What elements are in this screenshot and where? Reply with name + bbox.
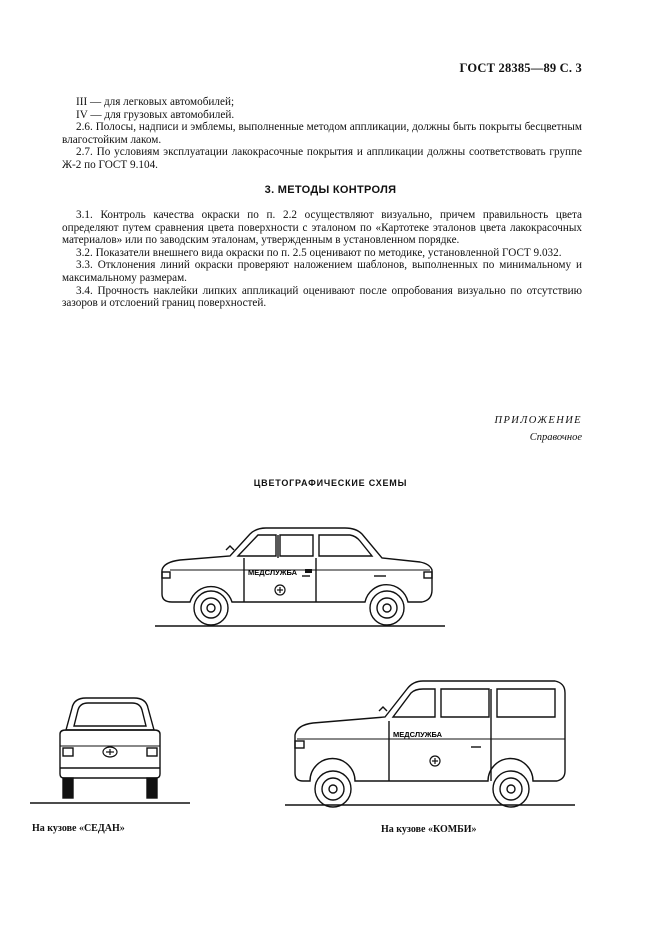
medical-cross-icon	[103, 747, 117, 757]
door-label: МЕДСЛУЖБА	[248, 568, 298, 577]
paragraph-3-2: 3.2. Показатели внешнего вида окраски по п. 2.5 оценивают по методике, установленной ГОСТ 9.032.	[76, 246, 562, 259]
appendix-title: ПРИЛОЖЕНИЕ	[494, 415, 582, 426]
list-item: III — для легковых автомобилей;	[76, 96, 235, 108]
sedan-rear-drawing	[30, 690, 190, 810]
door-label: МЕДСЛУЖБА	[393, 730, 443, 739]
page-header: ГОСТ 28385—89 С. 3	[459, 61, 582, 75]
medical-cross-icon	[275, 585, 285, 595]
section-title: 3. МЕТОДЫ КОНТРОЛЯ	[264, 184, 397, 196]
list-item: IV — для грузовых автомобилей.	[76, 108, 235, 121]
paragraph-3-4: 3.4. Прочность наклейки липких аппликаций оценивают после опробования визуально по отсутствию зазоров и отслоений границ поверхностей.	[62, 284, 582, 310]
text-block-section	[62, 209, 582, 310]
paragraph-2-6: 2.6. Полосы, надписи и эмблемы, выполненные методом аппликации, должны быть покрыты бесцветным влагостойким лаком.	[62, 121, 582, 146]
caption-sedan: На кузове «СЕДАН»	[32, 823, 125, 834]
paragraph-2-7: 2.7. По условиям эксплуатации лакокрасочные покрытия и аппликации должны соответствовать группе Ж-2 по ГОСТ 9.104.	[62, 146, 582, 171]
caption-kombi: На кузове «КОМБИ»	[381, 824, 477, 835]
medical-cross-icon	[430, 756, 440, 766]
paragraph-3-1: 3.1. Контроль качества окраски по п. 2.2 осуществляют визуально, причем правильность цвета определяют путем сравнения цвета поверхности с эталоном по «Картотеке эталонов цвета лакокрасочных материалов» или по заводским эталонам, утвержденным в установленном порядке.	[62, 209, 582, 247]
sedan-side-drawing	[150, 510, 450, 640]
paragraph-3-3: 3.3. Отклонения линий окраски проверяют наложением шаблонов, выполненных по минимальному и максимальному размерам.	[62, 259, 582, 284]
text-block-top	[62, 96, 582, 172]
figure-title: ЦВЕТОГРАФИЧЕСКИЕ СХЕМЫ	[253, 478, 408, 488]
kombi-side-drawing	[285, 665, 575, 815]
appendix-subtitle: Справочное	[529, 432, 582, 443]
appendix-label	[495, 412, 583, 446]
